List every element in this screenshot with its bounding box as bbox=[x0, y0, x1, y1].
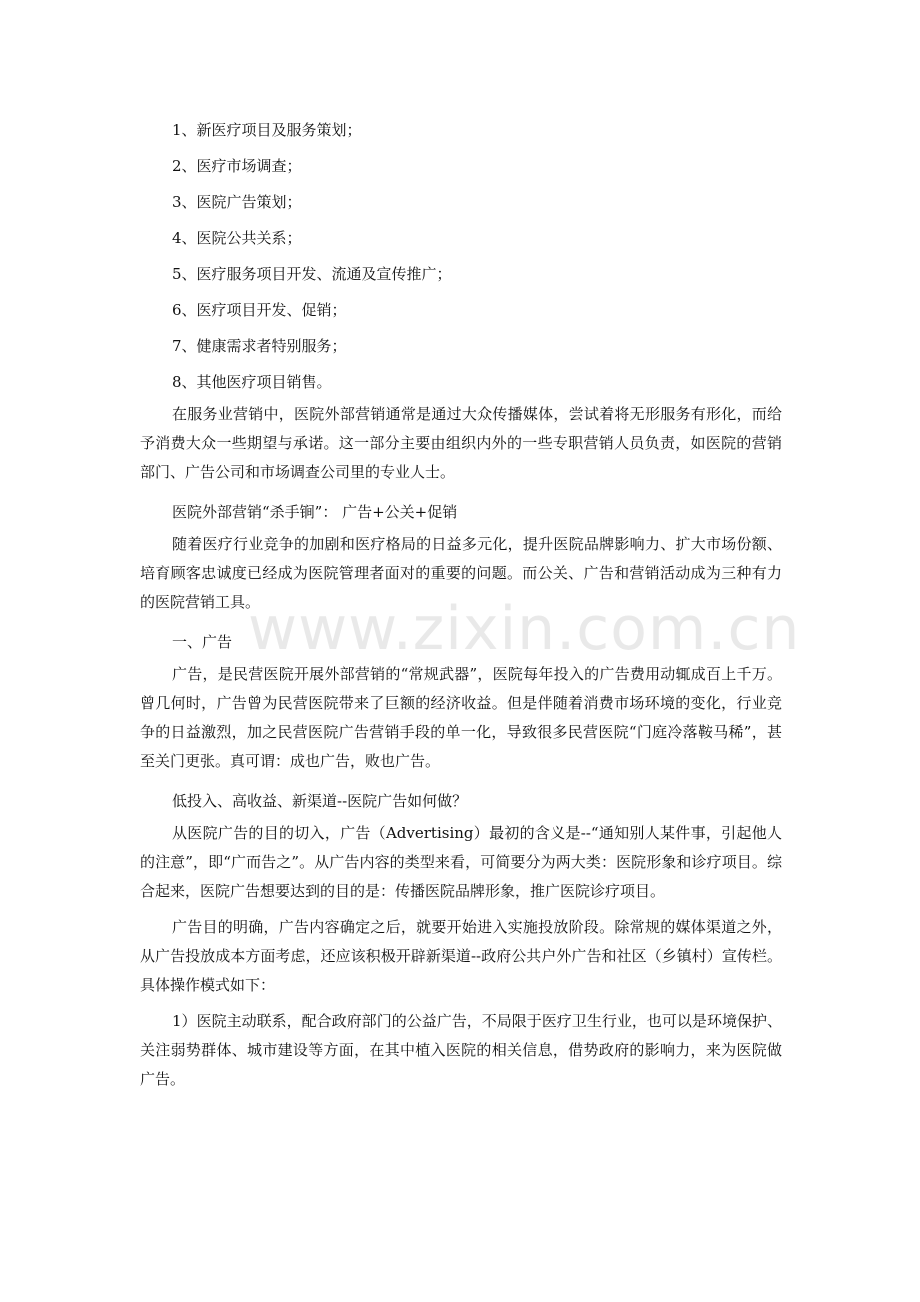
paragraph-competition: 随着医疗行业竞争的加剧和医疗格局的日益多元化，提升医院品牌影响力、扩大市场份额、培育顾客忠诚度已经成为医院管理者面对的重要的问题。而公关、广告和营销活动成为三种有力的医院营销工具。 bbox=[140, 535, 782, 611]
list-item: 2、医疗市场调查； bbox=[172, 157, 302, 175]
list-item: 3、医院广告策划； bbox=[172, 193, 302, 211]
paragraph-external-marketing: 在服务业营销中，医院外部营销通常是通过大众传播媒体，尝试着将无形服务有形化，而给予消费大众一些期望与承诺。这一部分主要由组织内外的一些专职营销人员负责，如医院的营销部门、广告公司和市场调查公司里的专业人士。 bbox=[140, 405, 782, 481]
list-item: 7、健康需求者特别服务； bbox=[172, 337, 347, 355]
section-heading-advertising: 一、广告 bbox=[172, 633, 233, 651]
list-item: 4、医院公共关系； bbox=[172, 229, 302, 247]
list-item: 8、其他医疗项目销售。 bbox=[172, 373, 332, 391]
list-item: 1、新医疗项目及服务策划； bbox=[172, 121, 362, 139]
list-item: 6、医疗项目开发、促销； bbox=[172, 301, 347, 319]
paragraph-new-channels: 广告目的明确，广告内容确定之后，就要开始进入实施投放阶段。除常规的媒体渠道之外，从广告投放成本方面考虑，还应该积极开辟新渠道--政府公共户外广告和社区（乡镇村）宣传栏。具体操作模式如下： bbox=[140, 918, 782, 994]
document-body bbox=[140, 112, 782, 1101]
paragraph-public-welfare-ads: 1）医院主动联系，配合政府部门的公益广告，不局限于医疗卫生行业，也可以是环境保护、关注弱势群体、城市建设等方面，在其中植入医院的相关信息，借势政府的影响力，来为医院做广告。 bbox=[140, 1012, 782, 1088]
list-item: 5、医疗服务项目开发、流通及宣传推广； bbox=[172, 265, 452, 283]
watermark: www.zixin.com.cn bbox=[248, 594, 801, 664]
paragraph-advertising-weapon: 广告，是民营医院开展外部营销的“常规武器”，医院每年投入的广告费用动辄成百上千万。曾几何时，广告曾为民营医院带来了巨额的经济收益。但是伴随着消费市场环境的变化，行业竞争的日益激烈，加之民营医院广告营销手段的单一化，导致很多民营医院“门庭冷落鞍马稀”，甚至关门更张。真可谓：成也广告，败也广告。 bbox=[140, 665, 782, 770]
heading-how-to-advertise: 低投入、高收益、新渠道--医院广告如何做？ bbox=[172, 792, 468, 810]
heading-killer-tools: 医院外部营销“杀手锏”： 广告+公关+促销 bbox=[172, 503, 458, 521]
paragraph-advertising-purpose: 从医院广告的目的切入，广告（Advertising）最初的含义是--“通知别人某件事，引起他人的注意”，即“广而告之”。从广告内容的类型来看，可简要分为两大类：医院形象和诊疗项目。综合起来，医院广告想要达到的目的是：传播医院品牌形象，推广医院诊疗项目。 bbox=[140, 824, 782, 900]
